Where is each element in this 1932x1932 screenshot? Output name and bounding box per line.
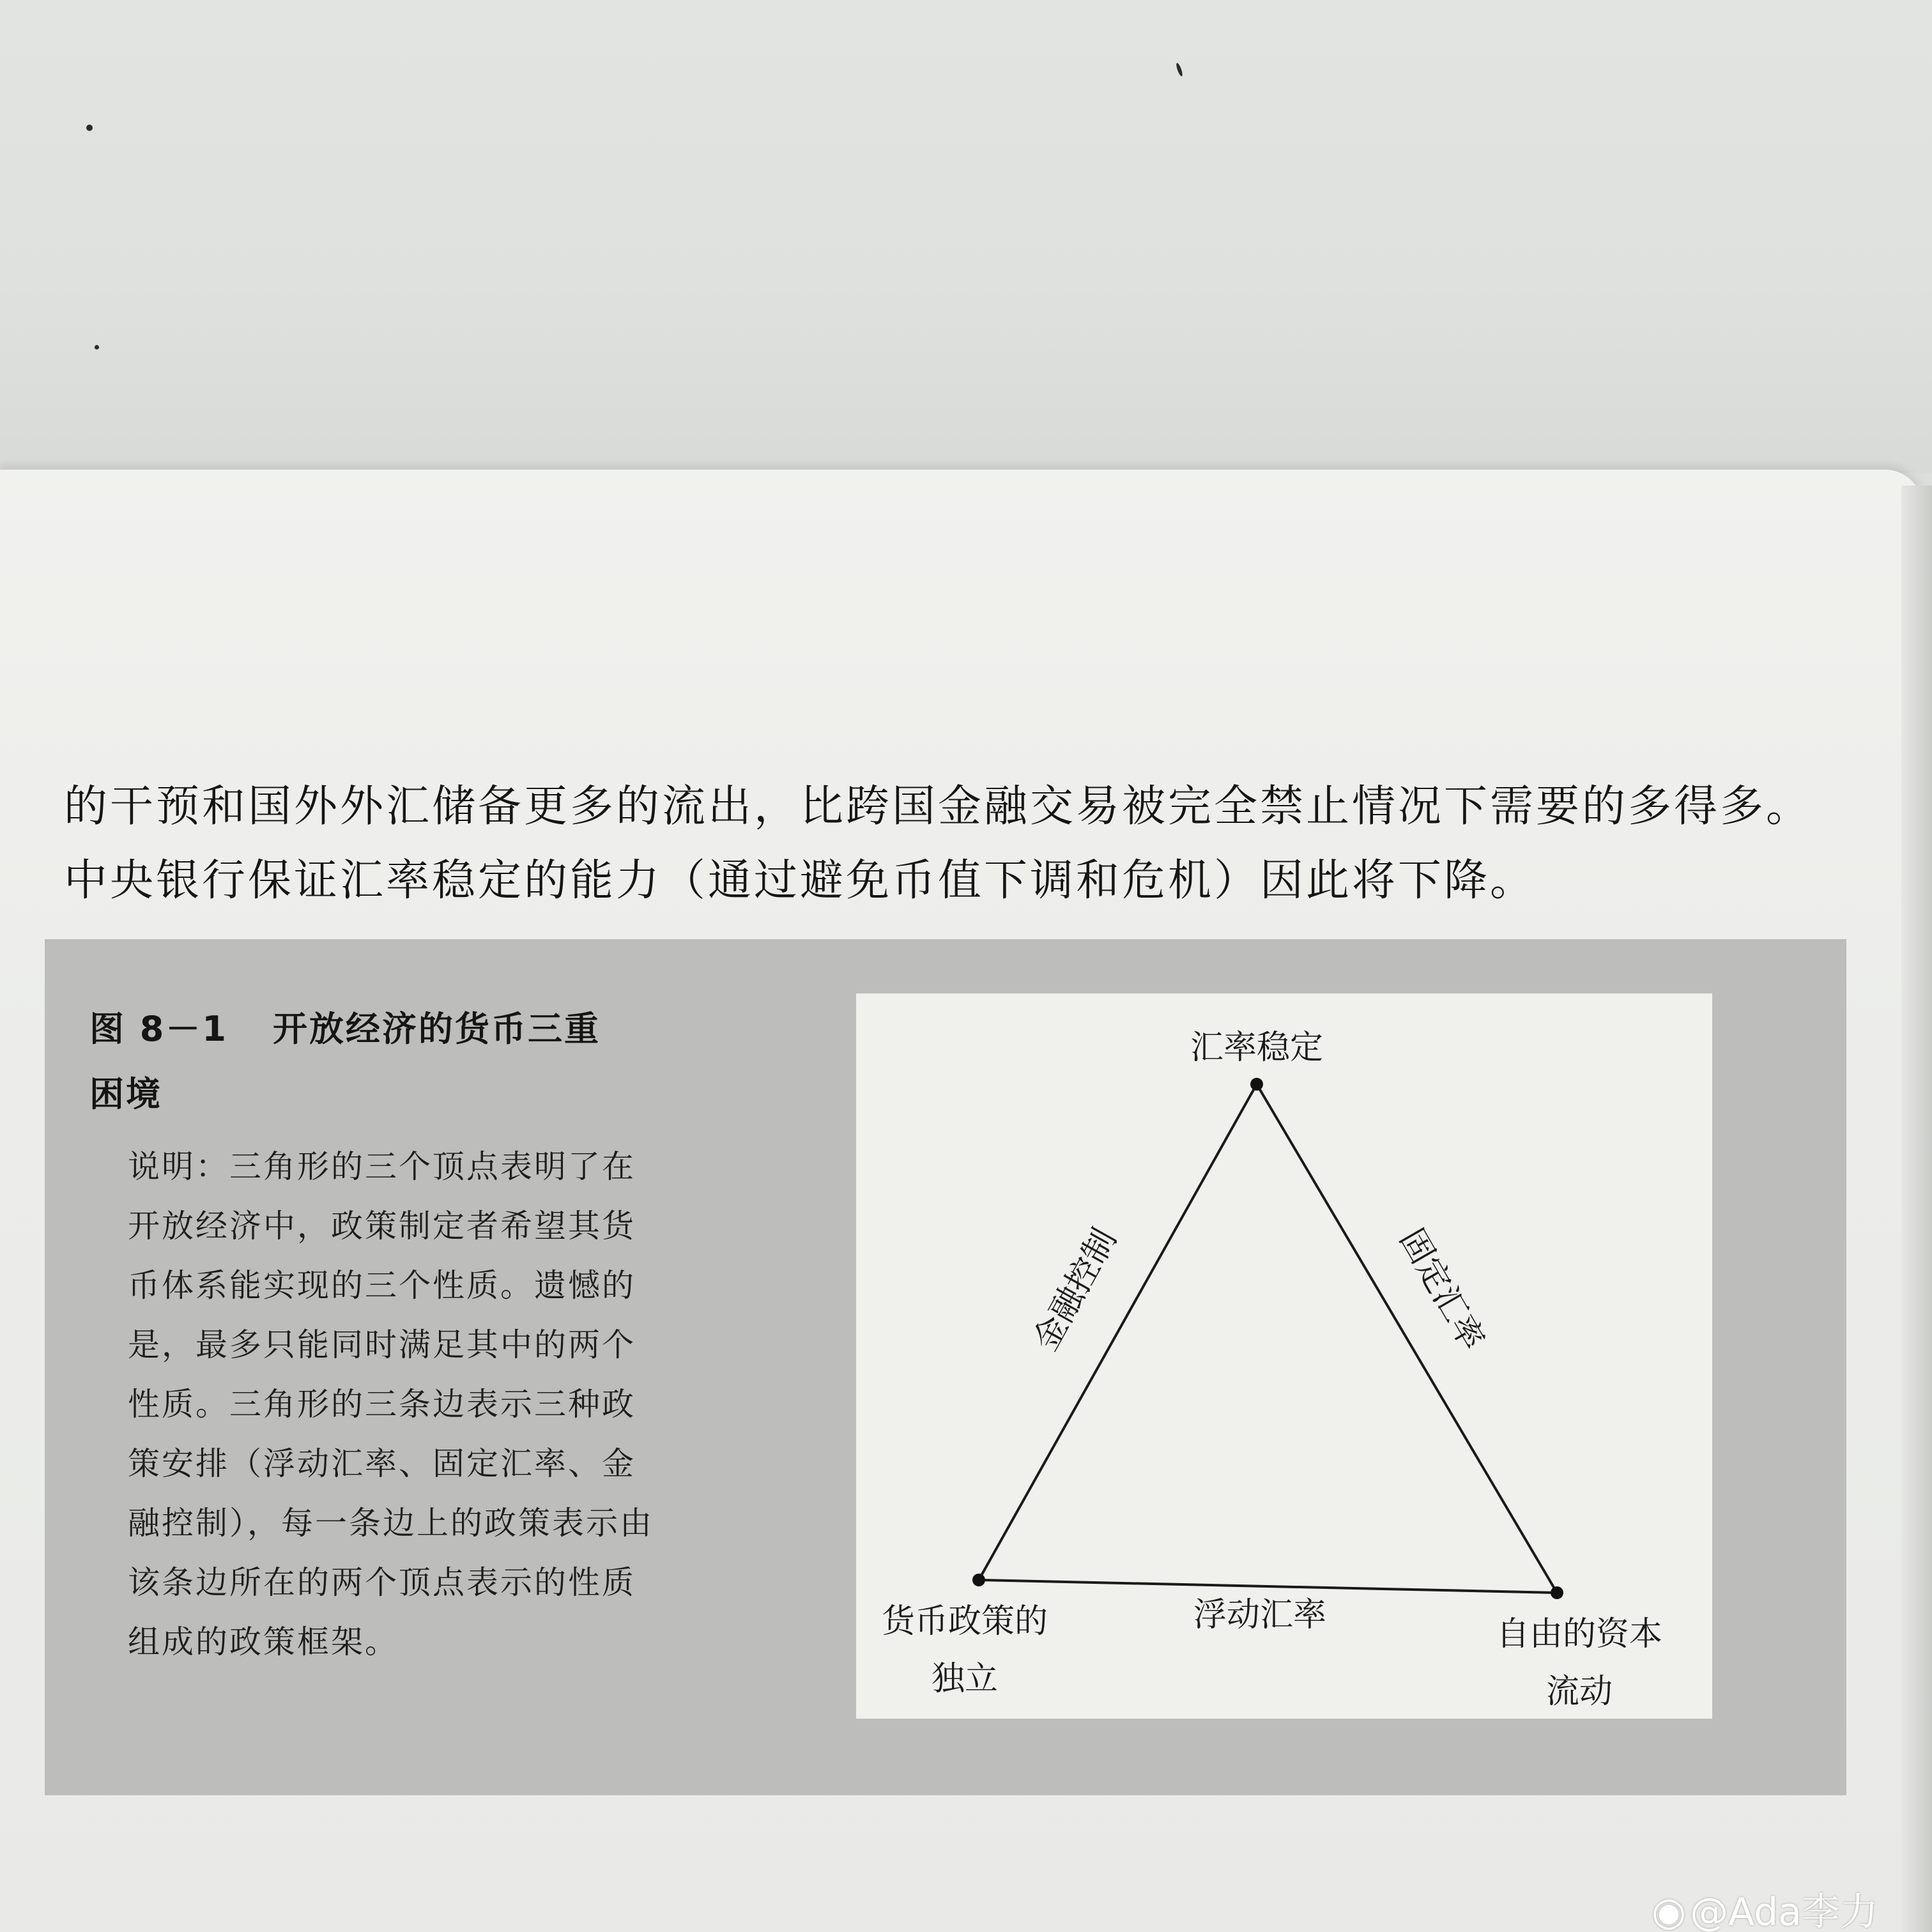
weibo-logo-icon: ◉ [1652,1888,1687,1932]
caption-line: 是，最多只能同时满足其中的两个 [128,1326,636,1363]
figure-title-line-2: 困境 [89,1074,162,1114]
trilemma-diagram [856,993,1712,1719]
left-vertex-dot [972,1574,985,1586]
right-vertex-label-2: 流动 [1545,1673,1613,1711]
figure-title [89,997,728,1127]
page-stack-edge [1901,486,1932,1932]
caption-line: 组成的政策框架。 [128,1623,399,1660]
watermark-text: @Ada李力 [1690,1890,1878,1932]
caption-line: 策安排（浮动汇率、固定汇率、金 [128,1445,636,1482]
left-vertex-label-1: 货币政策的 [881,1602,1048,1641]
caption-line: 开放经济中，政策制定者希望其货 [128,1208,636,1245]
top-vertex-label: 汇率稳定 [1190,1029,1324,1067]
figure-number: 图 8－1 [89,1009,228,1049]
trilemma-svg [856,993,1712,1719]
right-vertex-label-1: 自由的资本 [1496,1615,1663,1653]
caption-line: 币体系能实现的三个性质。遗憾的 [128,1267,636,1304]
body-paragraph [64,770,1866,918]
watermark [1652,1882,1878,1932]
figure-title-line-1: 开放经济的货币三重 [272,1009,601,1049]
left-vertex-label-2: 独立 [931,1660,999,1698]
figure-caption [128,1137,716,1672]
right-edge-label: 固定汇率 [1392,1222,1492,1357]
caption-line: 性质。三角形的三条边表示三种政 [128,1386,636,1423]
dust-speck [95,345,99,349]
left-edge-label: 金融控制 [1026,1222,1124,1358]
body-line-2: 中央银行保证汇率稳定的能力（通过避免币值下调和危机）因此将下降。 [64,855,1537,906]
bottom-edge-label: 浮动汇率 [1193,1596,1327,1634]
caption-line: 该条边所在的两个顶点表示的性质 [128,1564,636,1601]
right-vertex-dot [1551,1586,1563,1599]
body-line-1: 的干预和国外外汇储备更多的流出，比跨国金融交易被完全禁止情况下需要的多得多。 [64,781,1813,832]
top-vertex-dot [1250,1078,1263,1091]
caption-line: 融控制），每一条边上的政策表示由 [128,1505,654,1542]
caption-line: 说明：三角形的三个顶点表明了在 [128,1148,636,1185]
dust-speck [86,125,93,131]
previous-page-background [0,0,1932,473]
